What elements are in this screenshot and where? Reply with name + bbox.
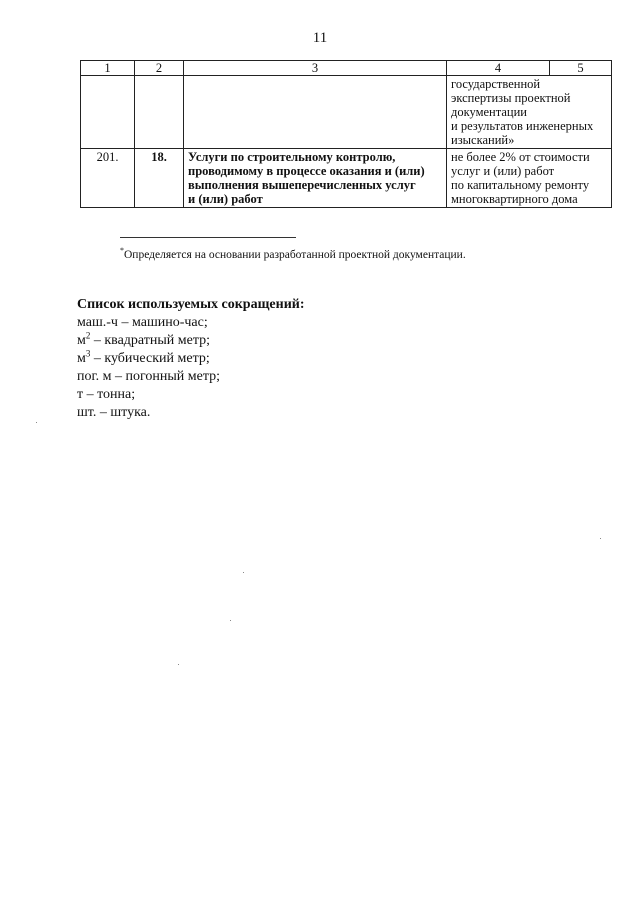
detail-line: изысканий» — [451, 133, 515, 147]
scan-speck — [36, 422, 37, 423]
abbreviation-unit: маш.-ч — [77, 315, 118, 330]
abbreviation-item — [77, 386, 305, 404]
detail-line: и результатов инженерных — [451, 119, 594, 133]
service-line: выполнения вышеперечисленных услуг — [188, 178, 416, 192]
table-header-row — [81, 61, 612, 76]
service-line: проводимому в процессе оказания и (или) — [188, 164, 425, 178]
detail-cell — [447, 149, 612, 208]
abbreviation-item — [77, 350, 305, 368]
detail-line: документации — [451, 105, 527, 119]
column-header: 5 — [550, 61, 612, 76]
abbreviation-exponent: 2 — [85, 330, 91, 341]
abbreviation-desc: – тонна; — [83, 387, 136, 402]
item-number-cell — [135, 76, 184, 149]
abbreviation-desc: – штука. — [96, 405, 151, 420]
abbreviation-item — [77, 314, 305, 332]
detail-line: многоквартирного дома — [451, 192, 578, 206]
services-table — [80, 60, 612, 208]
abbreviation-unit: шт. — [77, 405, 97, 420]
scan-speck — [600, 538, 601, 539]
service-line: и (или) работ — [188, 192, 263, 206]
item-number-cell: 18. — [135, 149, 184, 208]
column-header: 1 — [81, 61, 135, 76]
table-row — [81, 149, 612, 208]
service-cell — [184, 76, 447, 149]
scan-speck — [230, 620, 231, 621]
abbreviation-desc: – машино-час; — [117, 315, 208, 330]
footnote-divider — [120, 237, 296, 238]
detail-line: по капитальному ремонту — [451, 178, 590, 192]
service-line: Услуги по строительному контролю, — [188, 150, 396, 164]
abbreviation-unit: пог. м — [77, 369, 112, 384]
abbreviation-desc: – погонный метр; — [111, 369, 221, 384]
detail-line: государственной — [451, 77, 541, 91]
service-cell — [184, 149, 447, 208]
page-number: 11 — [312, 30, 328, 46]
row-number-cell — [81, 76, 135, 149]
scan-speck — [243, 572, 244, 573]
footnote-marker: * — [120, 246, 124, 255]
abbreviation-item — [77, 404, 305, 422]
column-header: 3 — [184, 61, 447, 76]
table-row — [81, 76, 612, 149]
abbreviation-item — [77, 368, 305, 386]
detail-line: услуг и (или) работ — [451, 164, 555, 178]
footnote — [120, 246, 466, 261]
abbreviation-desc: – кубический метр; — [90, 351, 210, 366]
detail-line: не более 2% от стоимости — [451, 150, 590, 164]
column-header: 4 — [447, 61, 550, 76]
abbreviation-unit: т — [77, 387, 84, 402]
footnote-text: Определяется на основании разработанной проектной документации. — [124, 248, 466, 261]
detail-line: экспертизы проектной — [451, 91, 571, 105]
abbreviations-title: Список используемых сокращений: — [77, 297, 305, 312]
abbreviation-unit: м — [77, 333, 86, 348]
row-number-cell: 201. — [81, 149, 135, 208]
abbreviation-item — [77, 332, 305, 350]
column-header: 2 — [135, 61, 184, 76]
scan-speck — [178, 664, 179, 665]
abbreviation-exponent: 3 — [85, 348, 91, 359]
abbreviation-desc: – квадратный метр; — [90, 333, 211, 348]
detail-cell — [447, 76, 612, 149]
abbreviations-list — [77, 296, 305, 422]
abbreviation-unit: м — [77, 351, 86, 366]
